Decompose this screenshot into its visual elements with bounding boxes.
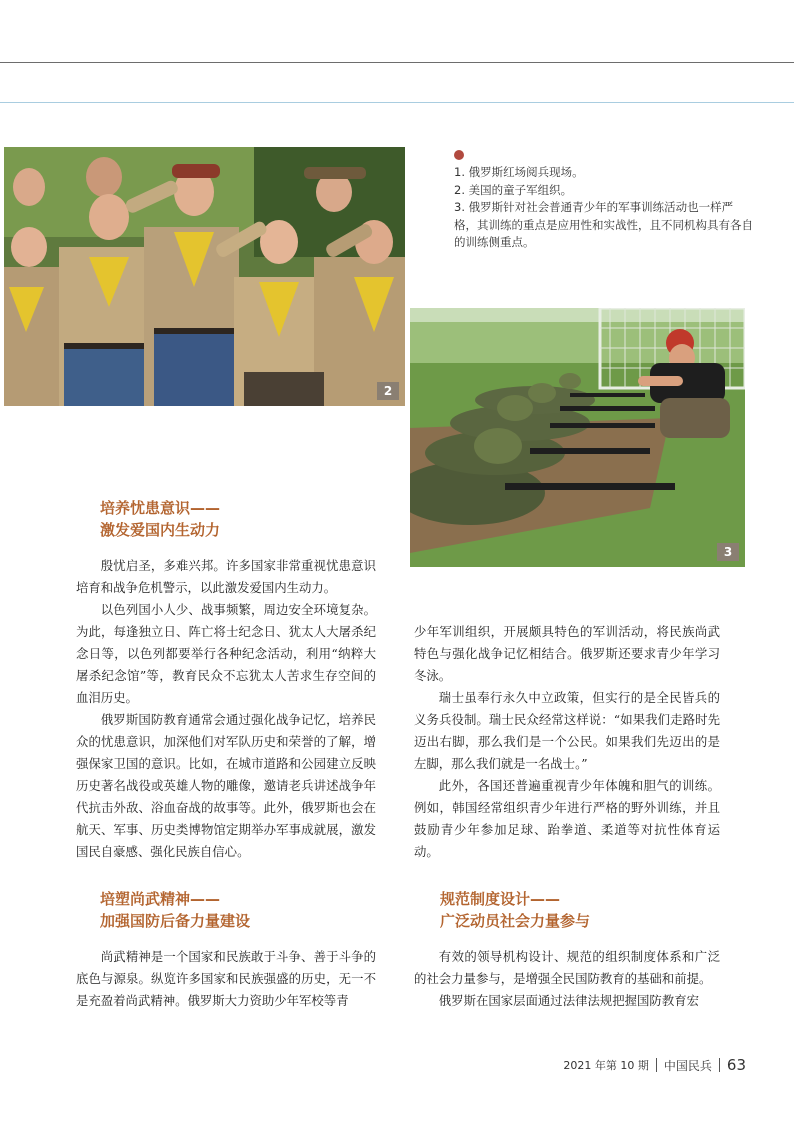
paragraph-continuation: 少年军训组织，开展颇具特色的军训活动，将民族尚武特色与强化战争记忆相结合。俄罗斯还要求青少年学习冬泳。 [414, 624, 720, 683]
section-heading-2-line-2: 加强国防后备力量建设 [100, 912, 251, 930]
photo-rifle-training [410, 308, 745, 567]
caption-2: 2. 美国的童子军组织。 [454, 182, 573, 197]
right-column-body [414, 621, 720, 863]
paragraph: 以色列国小人少、战事频繁，周边安全环境复杂。为此，每逢独立日、阵亡将士纪念日、犹太人大屠杀纪念日等，以色列都要举行各种纪念活动，利用“纳粹大屠杀纪念馆”等，教育民众不忘犹太人苦求生存空间的血泪历史。 [76, 602, 376, 705]
paragraph: 俄罗斯国防教育通常会通过强化战争记忆，培养民众的忧患意识，加深他们对军队历史和荣誉的了解，增强保家卫国的意识。比如，在城市道路和公园建立反映历史著名战役或英雄人物的雕像，邀请老兵讲述战争年代抗击外敌、浴血奋战的故事等。此外，俄罗斯也会在航天、军事、历史类博物馆定期举办军事成就展，激发国民自豪感、强化民族自信心。 [76, 712, 376, 859]
page-footer [563, 1056, 746, 1074]
section-3-body [414, 946, 720, 1012]
section-heading-2 [100, 888, 250, 932]
paragraph: 俄罗斯在国家层面通过法律法规把握国防教育宏 [438, 993, 699, 1008]
caption-1: 1. 俄罗斯红场阅兵现场。 [454, 165, 584, 179]
page-number: 63 [726, 1056, 746, 1074]
footer-divider [656, 1058, 657, 1072]
section-heading-2-line-1: 培塑尚武精神—— [100, 890, 221, 908]
paragraph: 有效的领导机构设计、规范的组织制度体系和广泛的社会力量参与，是增强全民国防教育的基础和前提。 [414, 949, 720, 986]
paragraph: 尚武精神是一个国家和民族敢于斗争、善于斗争的底色与源泉。纵览许多国家和民族强盛的历史，无一不是充盈着尚武精神。俄罗斯大力资助少年军校等青 [76, 949, 376, 1008]
section-1-body [76, 555, 376, 863]
photo-badge-3: 3 [717, 543, 739, 561]
caption-3: 3. 俄罗斯针对社会普通青少年的军事训练活动也一样严格，其训练的重点是应用性和实战性，且不同机构具有各自的训练侧重点。 [454, 200, 753, 249]
section-heading-3-line-1: 规范制度设计—— [440, 890, 561, 908]
paragraph: 瑞士虽奉行永久中立政策，但实行的是全民皆兵的义务兵役制。瑞士民众经常这样说：“如果我们走路时先迈出右脚，那么我们是一个公民。如果我们先迈出的是左脚，那么我们就是一名战士。” [414, 690, 720, 771]
section-heading-1 [100, 497, 220, 541]
rifle-training-illustration [410, 308, 745, 567]
section-heading-3-line-2: 广泛动员社会力量参与 [440, 912, 591, 930]
header-rule [0, 62, 794, 63]
photo-badge-2: 2 [377, 382, 399, 400]
photo-captions [454, 150, 754, 252]
caption-bullet-icon [454, 150, 464, 160]
paragraph: 此外，各国还普遍重视青少年体魄和胆气的训练。例如，韩国经常组织青少年进行严格的野外训练，并且鼓励青少年参加足球、跆拳道、柔道等对抗性体育运动。 [414, 778, 720, 859]
section-heading-1-line-2: 激发爱国内生动力 [100, 521, 221, 539]
paragraph: 殷忧启圣，多难兴邦。许多国家非常重视忧患意识培育和战争危机警示，以此激发爱国内生动力。 [76, 558, 376, 595]
section-heading-1-line-1: 培养忧患意识—— [100, 499, 221, 517]
footer-magazine-name: 中国民兵 [663, 1058, 712, 1073]
section-heading-3 [440, 888, 590, 932]
header-rule-blue [0, 102, 794, 103]
footer-divider [719, 1058, 720, 1072]
photo-scouts [4, 147, 405, 406]
section-2-body [76, 946, 376, 1012]
scouts-illustration [4, 147, 405, 406]
footer-issue: 2021 年第 10 期 [563, 1059, 649, 1072]
